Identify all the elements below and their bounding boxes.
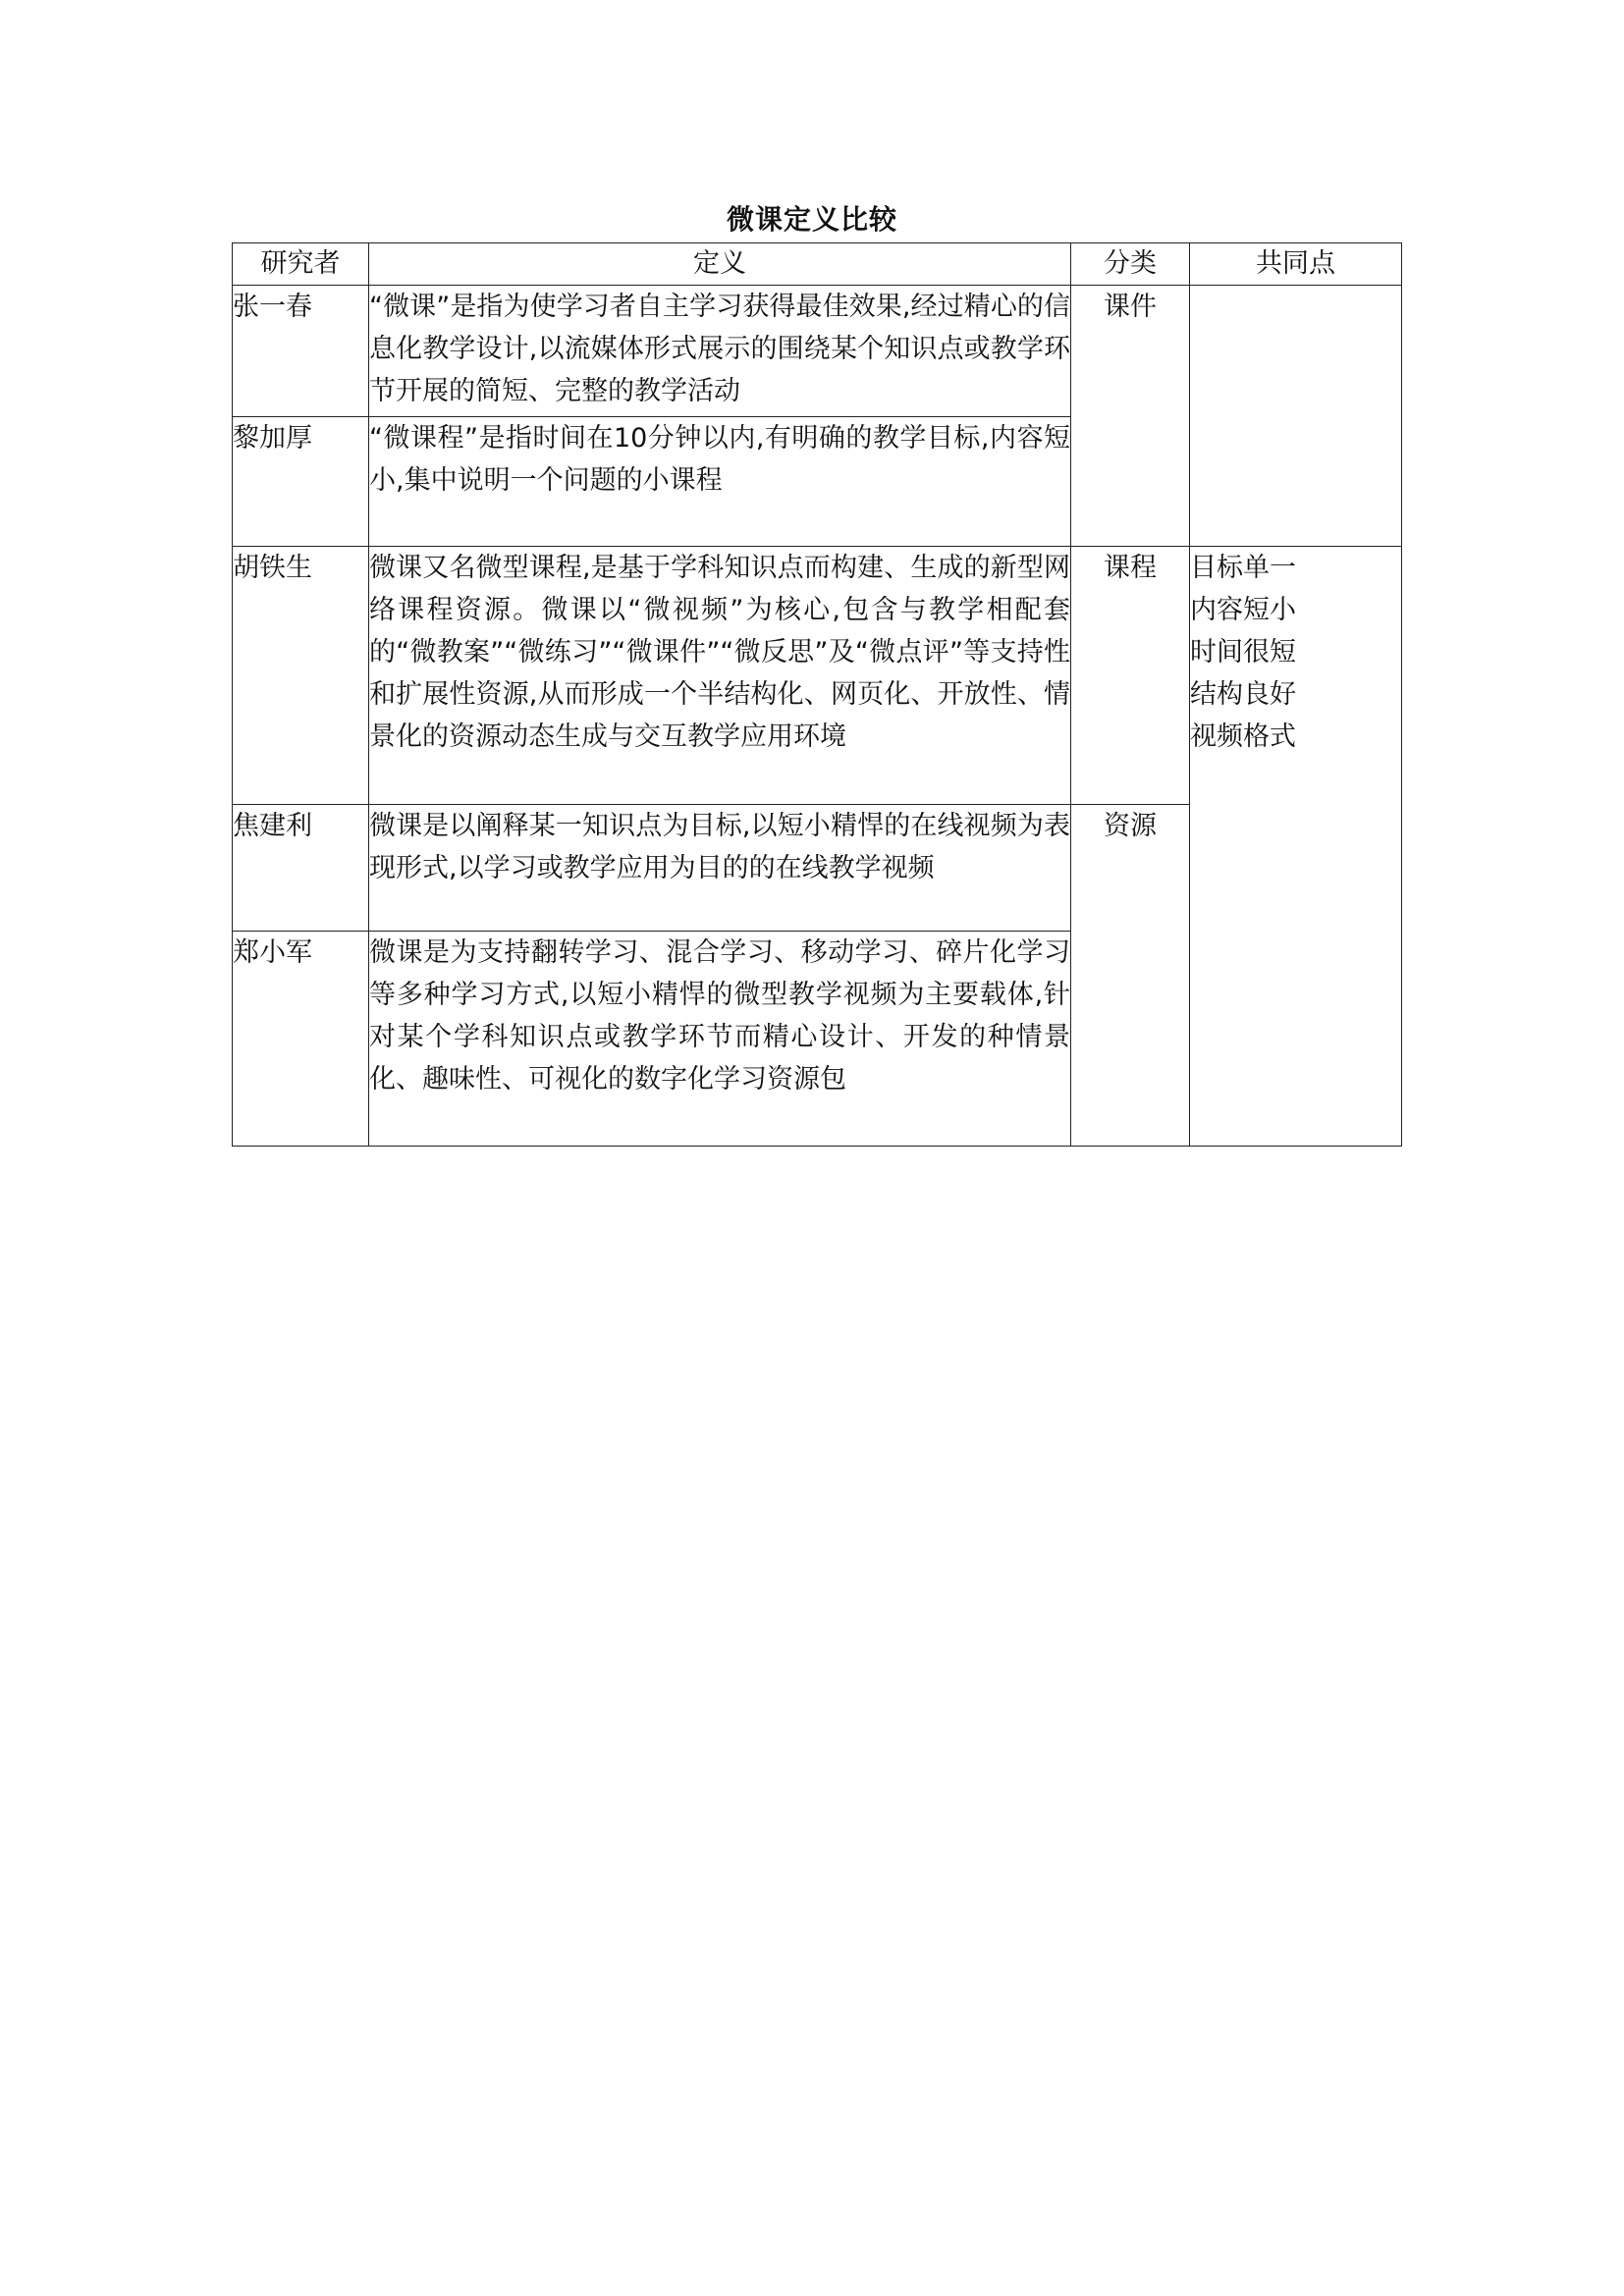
page-title: 微课定义比较 — [726, 203, 897, 236]
header-researcher: 研究者 — [233, 243, 369, 286]
header-common: 共同点 — [1190, 243, 1402, 286]
common-empty-cell — [1190, 286, 1402, 547]
table-row — [233, 547, 1402, 805]
common-points-cell — [1190, 547, 1402, 1147]
researcher-cell: 张一春 — [233, 286, 369, 417]
table-row — [233, 286, 1402, 417]
category-cell: 课件 — [1071, 286, 1190, 547]
table-header-row — [233, 243, 1402, 286]
common-point: 视频格式 — [1190, 721, 1296, 752]
common-point: 结构良好 — [1190, 679, 1296, 710]
researcher-cell: 焦建利 — [233, 805, 369, 932]
header-definition: 定义 — [369, 243, 1071, 286]
definition-cell: 微课是为支持翻转学习、混合学习、移动学习、碎片化学习等多种学习方式,以短小精悍的微型教学视频为主要载体,针对某个学科知识点或教学环节而精心设计、开发的种情景化、趣味性、可视化的数字化学习资源包 — [369, 932, 1071, 1147]
header-category: 分类 — [1071, 243, 1190, 286]
category-cell: 课程 — [1071, 547, 1190, 805]
common-point: 内容短小 — [1190, 595, 1296, 625]
researcher-cell: 郑小军 — [233, 932, 369, 1147]
definition-cell: “微课”是指为使学习者自主学习获得最佳效果,经过精心的信息化教学设计,以流媒体形式展示的围绕某个知识点或教学环节开展的简短、完整的教学活动 — [369, 286, 1071, 417]
definition-cell: 微课是以阐释某一知识点为目标,以短小精悍的在线视频为表现形式,以学习或教学应用为目的的在线教学视频 — [369, 805, 1071, 932]
comparison-table — [232, 242, 1402, 1147]
definition-cell: 微课又名微型课程,是基于学科知识点而构建、生成的新型网络课程资源。微课以“微视频”为核心,包含与教学相配套的“微教案”“微练习”“微课件”“微反思”及“微点评”等支持性和扩展性资源,从而形成一个半结构化、网页化、开放性、情景化的资源动态生成与交互教学应用环境 — [369, 547, 1071, 805]
definition-cell: “微课程”是指时间在10分钟以内,有明确的教学目标,内容短小,集中说明一个问题的小课程 — [369, 417, 1071, 547]
common-point: 时间很短 — [1190, 637, 1296, 667]
common-point: 目标单一 — [1190, 553, 1296, 583]
researcher-cell: 黎加厚 — [233, 417, 369, 547]
researcher-cell: 胡铁生 — [233, 547, 369, 805]
category-cell: 资源 — [1071, 805, 1190, 1147]
